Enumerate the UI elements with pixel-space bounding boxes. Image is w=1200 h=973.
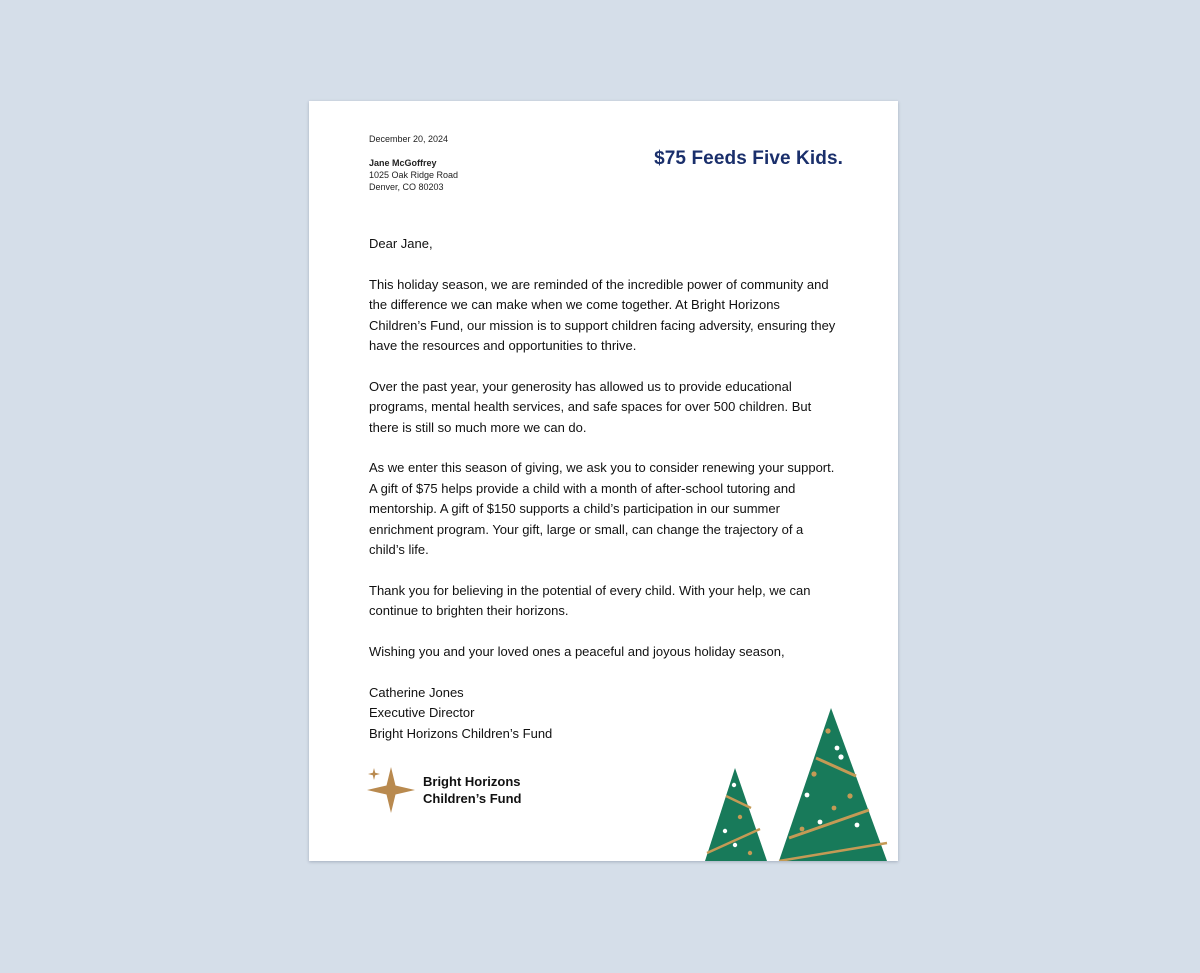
christmas-trees-decoration [309,101,898,861]
body-paragraph: Thank you for believing in the potential of every child. With your help, we can continue to brighten their horizons. [369,582,811,619]
recipient-street: 1025 Oak Ridge Road [369,170,459,180]
signer-title: Executive Director [369,705,475,721]
letter-date: December 20, 2024 [369,134,449,144]
salutation: Dear Jane, [369,236,433,251]
logo-line-1: Bright Horizons [423,774,521,789]
logo-line-2: Children’s Fund [423,791,522,806]
signer-organization: Bright Horizons Children’s Fund [369,725,553,741]
small-tree-icon [705,768,767,861]
body-paragraph: As we enter this season of giving, we ask you to consider renewing your support. A gift of $75 helps provide a child with a month of after-school tutoring and mentorship. A gift of $150 supports a child’s participation in our summer enrichment program. Your gift, large or small, can change the trajectory of a child’s life. [369,460,835,558]
recipient-name: Jane McGoffrey [369,158,437,168]
recipient-city: Denver, CO 80203 [369,182,444,192]
signer-name: Catherine Jones [369,684,464,700]
headline: $75 Feeds Five Kids. [654,148,843,169]
closing: Wishing you and your loved ones a peaceful and joyous holiday season, [369,644,785,660]
letter-page [309,101,898,861]
body-paragraph: This holiday season, we are reminded of the incredible power of community and the difference we can make when we come together. At Bright Horizons Children’s Fund, our mission is to support children facing adversity, ensuring they have the resources and opportunities to thrive. [369,276,836,354]
body-paragraph: Over the past year, your generosity has allowed us to provide educational programs, mental health services, and safe spaces for over 500 children. But there is still so much more we can do. [369,378,812,435]
large-tree-icon [779,708,887,861]
